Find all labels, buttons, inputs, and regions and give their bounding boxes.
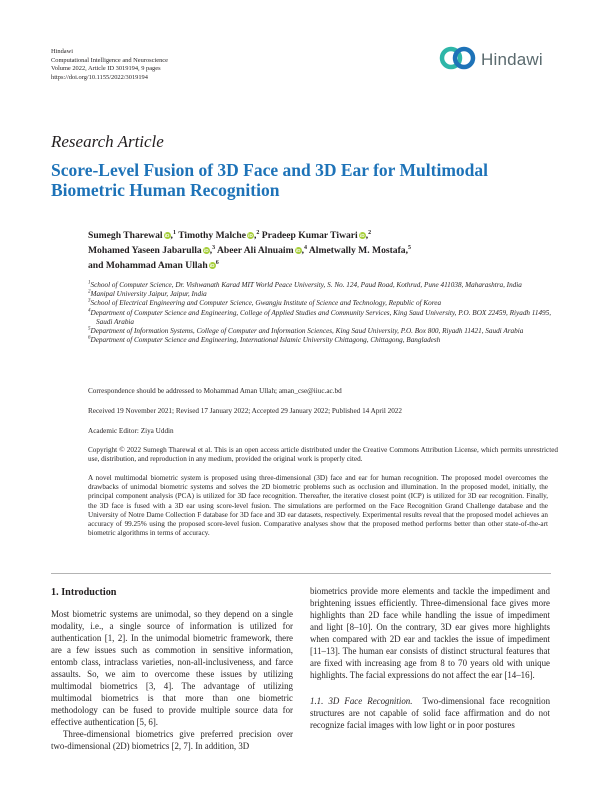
journal-info — [51, 48, 168, 82]
abstract: A novel multimodal biometric system is proposed using three-dimensional (3D) face and ear for human recognition. The proposed model overcomes the drawbacks of unimodal biometric systems and solves the 2D biometric problems such as occlusion and illumination. In the proposed model, initially, the principal component analysis (PCA) is utilized for 3D face recognition. Thereafter, the iterative closest point (ICP) is utilized for 3D ear recognition. Finally, the 3D face is fused with a 3D ear using score-level fusion. The simulations are performed on the Face Recognition Grand Challenge database and the University of Notre Dame Collection F database for 3D face and 3D ear datasets, respectively. Experimental results reveal that the proposed model achieves an accuracy of 99.25% using the proposed score-level fusion. Comparative analyses show that the proposed method performs better than other state-of-the-art biometric algorithms in terms of accuracy. — [88, 474, 548, 538]
author-affiliation-ref: 4 — [304, 244, 307, 251]
subsection-title: 1.1. 3D Face Recognition. — [310, 696, 413, 706]
hindawi-logo-text: Hindawi — [481, 50, 543, 69]
subsection-text: Two-dimensional face recognition structures are not capable of solid face affirmation and do not recognize facial images with low light or in poor postures — [310, 696, 551, 730]
journal-name: Computational Intelligence and Neuroscience — [51, 56, 168, 64]
author-affiliation-ref: 6 — [215, 259, 219, 266]
affiliation-number: 5 — [88, 326, 91, 332]
affiliation-item — [88, 290, 558, 299]
author-name[interactable]: Almetwally M. Mostafa, — [308, 245, 408, 256]
affiliation-text: Department of Computer Science and Engineering, College of Applied Studies and Community Services, King Saud University, P.O. BOX 22459, Riyadh 11495, Saudi Arabia — [90, 308, 552, 326]
affiliation-text: School of Computer Science, Dr. Vishwanath Karad MIT World Peace University, S. No. 124, Paud Road, Kothrud, Pune 411038, Maharashtra, India — [90, 281, 522, 289]
body-paragraph: Most biometric systems are unimodal, so they depend on a single modality, i.e., a single source of information is utilized for authentication [1, 2]. In the unimodal biometric framework, there are a few issues such as commotion in sensitive information, entomb class, intraclass varieties, non-all-inclusiveness, and farce assaults. So, we aim to overcome these issues by utilizing multimodal biometrics [3, 4]. The advantage of utilizing multimodal biometrics is that more than one biometric methodology can be fused to provide multiple source data for effective authentication [5, 6]. — [51, 609, 293, 727]
author-name[interactable]: Abeer Ali Alnuaim — [217, 245, 294, 256]
academic-editor: Academic Editor: Ziya Uddin — [88, 427, 174, 435]
author-affiliation-ref: 2 — [368, 229, 372, 236]
left-column — [51, 608, 293, 752]
volume-info: Volume 2022, Article ID 3019194, 9 pages — [51, 65, 161, 73]
right-column — [310, 585, 550, 731]
affiliation-text: Department of Computer Science and Engineering, International Islamic University Chittagong, Chittagong, Bangladesh — [90, 336, 441, 345]
affiliation-item — [88, 309, 558, 327]
author-line-2: Mohamed Yaseen Jabarulla iD,$^3$ Abeer Ali Alnuaim iD,$^4$ Almetwally M. Mostafa,$^5$ — [88, 244, 411, 256]
author-name[interactable]: Timothy Malche — [178, 230, 246, 241]
author-affiliation-ref: 2 — [256, 229, 260, 236]
subsection-paragraph — [310, 695, 550, 731]
author-line-1: Sumegh Tharewal iD,$^1$ Timothy Malche iD,$^2$ Pradeep Kumar Tiwari iD,$^2$ — [88, 229, 372, 241]
affiliation-item — [88, 299, 558, 308]
author-line-3 — [88, 258, 558, 273]
author-affiliation-ref: 3 — [212, 244, 216, 251]
affiliation-number: 4 — [88, 308, 91, 314]
paper-title: Score-Level Fusion of 3D Face and 3D Ear for Multimodal Biometric Human Recognition — [51, 160, 488, 200]
body-paragraph: Three-dimensional biometrics give preferred precision over two-dimensional (2D) biometrics [2, 7]. In addition, 3D — [51, 729, 293, 751]
orcid-icon[interactable]: iD — [295, 248, 301, 253]
publication-dates: Received 19 November 2021; Revised 17 January 2022; Accepted 29 January 2022; Published 14 April 2022 — [88, 407, 402, 415]
orcid-icon[interactable]: iD — [209, 263, 215, 268]
affiliation-text: Department of Information Systems, College of Computer and Information Sciences, King Saud University, P.O. Box 800, Riyadh 11421, Saudi Arabia — [90, 327, 524, 336]
affiliation-number: 1 — [88, 280, 91, 286]
affiliation-text: School of Electrical Engineering and Computer Science, Gwangju Institute of Science and Technology, Republic of Korea — [90, 299, 442, 308]
author-name[interactable]: Mohamed Yaseen Jabarulla — [88, 245, 202, 256]
author-list — [88, 228, 558, 273]
author-name[interactable]: and Mohammad Aman Ullah — [88, 260, 208, 271]
article-type: Research Article — [51, 132, 164, 151]
section-divider — [51, 573, 551, 574]
author-affiliation-ref: 5 — [407, 244, 411, 251]
author-affiliation-ref: 1 — [172, 229, 176, 236]
affiliation-number: 3 — [88, 299, 91, 305]
orcid-icon[interactable]: iD — [248, 233, 253, 238]
affiliation-text: Manipal University Jaipur, Jaipur, India — [90, 290, 207, 299]
publisher-name: Hindawi — [51, 48, 74, 55]
author-name[interactable]: Sumegh Tharewal — [88, 230, 163, 241]
orcid-icon[interactable]: iD — [203, 248, 209, 253]
body-paragraph: biometrics provide more elements and tackle the impediment and brightening issues efficiently. Three-dimensional face gives more highlights than 2D face while handling the issue of impediment and light [8–10]. On the contrary, 3D ear gives more highlights when compared with 2D ear and tackles the issue of impediment [11–13]. The human ear consists of distinct structural features that are fixed with increasing age from 8 to 70 years old with unique highlights. The facial expressions do not affect the ear [14–16]. — [310, 586, 550, 680]
section-heading: 1. Introduction — [51, 587, 117, 598]
correspondence: Correspondence should be addressed to Mohammad Aman Ullah; aman_cse@iiuc.ac.bd — [88, 387, 342, 395]
affiliation-item — [88, 336, 558, 345]
affiliation-item — [88, 327, 558, 336]
affiliation-list — [88, 281, 558, 345]
doi-link[interactable]: https://doi.org/10.1155/2022/3019194 — [51, 73, 148, 81]
affiliation-item — [88, 281, 558, 290]
orcid-icon[interactable]: iD — [164, 233, 170, 238]
affiliation-number: 6 — [88, 335, 91, 341]
author-name[interactable]: Pradeep Kumar Tiwari — [261, 230, 358, 241]
affiliation-number: 2 — [88, 289, 91, 295]
orcid-icon[interactable]: iD — [359, 233, 365, 238]
copyright-notice: Copyright © 2022 Sumegh Tharewal et al. This is an open access article distributed under the Creative Commons Attribution License, which permits unrestricted use, distribution, and reproduction in any medium, provided the original work is properly cited. — [88, 446, 558, 464]
